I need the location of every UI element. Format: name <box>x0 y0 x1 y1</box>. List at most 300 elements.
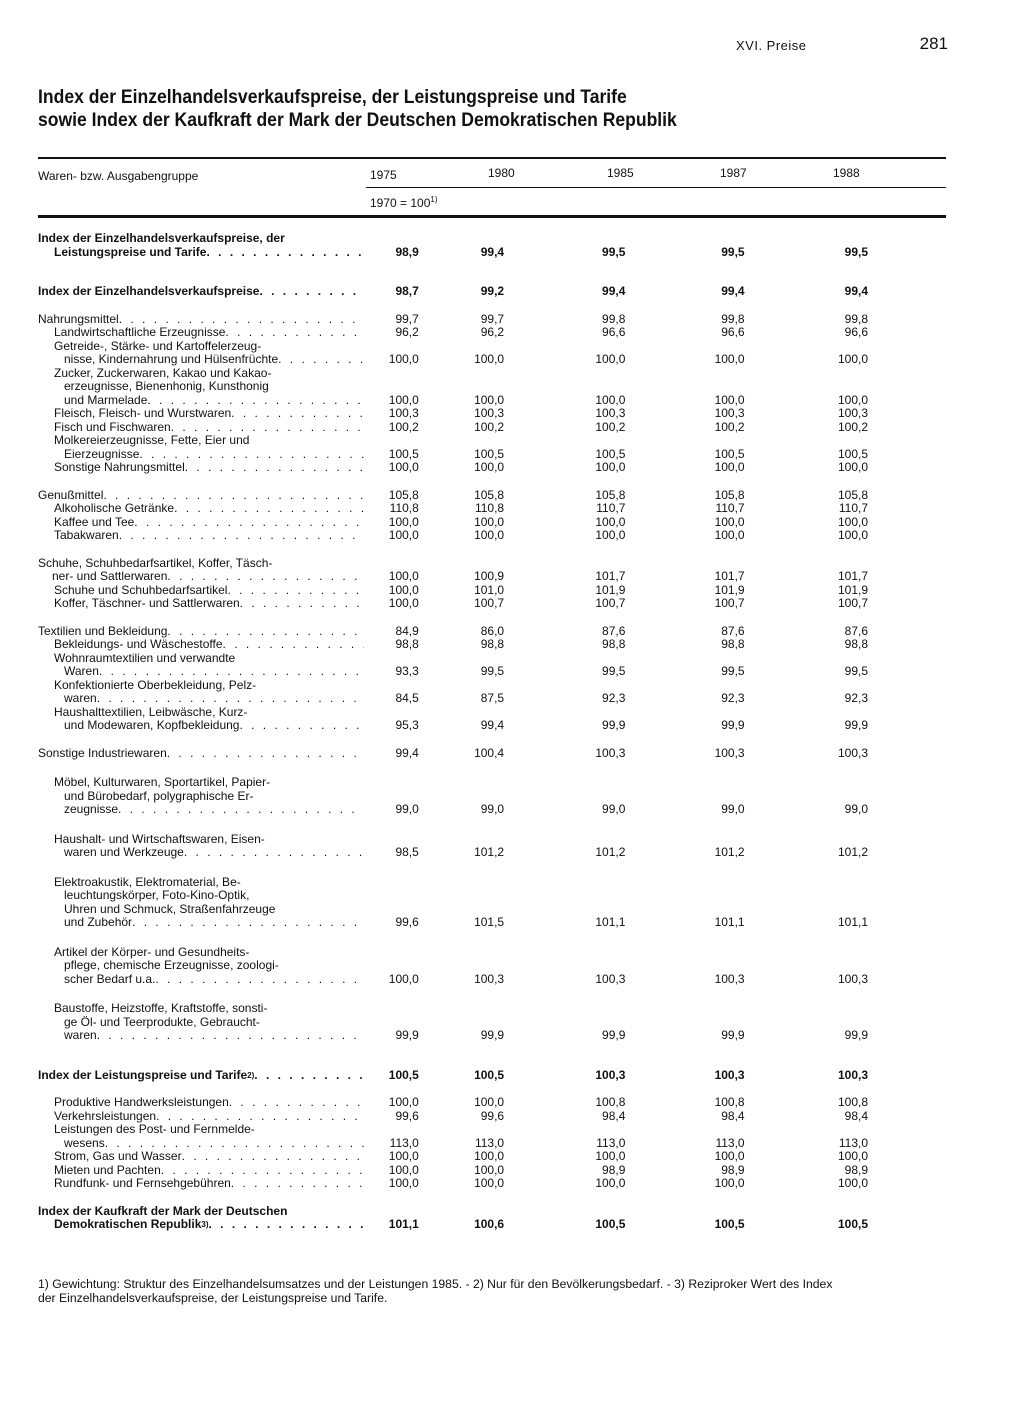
row-label-text: Haushalttextilien, Leibwäsche, Kurz- <box>54 705 248 719</box>
index-value: 105,8 <box>388 487 419 502</box>
leader-dots <box>119 313 365 327</box>
table-row <box>38 1164 908 1178</box>
index-value: 100,4 <box>474 745 505 760</box>
footnote-line: der Einzelhandelsverkaufspreise, der Leistungspreise und Tarife. <box>38 1291 388 1305</box>
index-value: 99,8 <box>844 311 868 326</box>
row-label <box>38 597 364 611</box>
table-row <box>38 1043 908 1083</box>
row-label-text: Möbel, Kulturwaren, Sportartikel, Papier- <box>54 776 271 789</box>
index-value: 100,5 <box>837 1217 868 1231</box>
index-value: 98,4 <box>844 1108 868 1123</box>
index-value: 100,0 <box>714 514 745 529</box>
index-value: 99,8 <box>721 311 745 326</box>
leader-dots <box>225 326 364 340</box>
leader-dots <box>118 803 364 817</box>
index-value: 100,0 <box>595 352 626 366</box>
section-label: XVI. Preise <box>736 38 807 53</box>
table-row <box>38 340 908 367</box>
index-value: 99,9 <box>721 1028 745 1042</box>
index-value: 105,8 <box>474 487 505 502</box>
index-value: 96,2 <box>395 325 419 339</box>
index-value: 99,0 <box>602 802 626 816</box>
page-title-line: Index der Einzelhandelsverkaufspreise, der Leistungspreise und Tarife <box>38 86 627 108</box>
index-value: 99,4 <box>844 284 868 298</box>
index-value: 98,4 <box>721 1108 745 1123</box>
index-value: 101,5 <box>474 915 505 929</box>
row-label <box>38 326 364 340</box>
index-value: 100,0 <box>595 528 626 542</box>
row-label-text: waren <box>64 692 97 705</box>
leader-dots <box>167 625 364 639</box>
index-value: 96,2 <box>480 325 505 339</box>
table-row <box>38 860 908 930</box>
row-label <box>38 475 364 503</box>
row-label <box>38 1043 364 1083</box>
index-value: 100,7 <box>714 596 745 610</box>
index-value: 100,9 <box>474 569 505 583</box>
base-note <box>370 195 438 210</box>
index-value: 100,0 <box>474 460 505 474</box>
row-label <box>38 760 364 817</box>
year-header: 1988 <box>833 166 860 180</box>
index-value: 99,4 <box>480 718 505 732</box>
index-value: 99,5 <box>721 664 745 678</box>
row-header: Waren- bzw. Ausgabengruppe <box>38 169 199 183</box>
index-value: 99,6 <box>480 1108 505 1123</box>
row-label-text: Leistungspreise und Tarife <box>54 245 207 259</box>
index-value: 99,5 <box>602 664 626 678</box>
index-value: 100,6 <box>474 1217 505 1231</box>
index-value: 101,7 <box>837 569 868 583</box>
index-value: 101,1 <box>714 915 745 929</box>
index-value: 101,2 <box>595 845 626 859</box>
index-value: 92,3 <box>844 691 868 705</box>
index-value: 100,0 <box>595 514 626 529</box>
index-value: 100,3 <box>837 745 868 760</box>
row-label <box>38 516 364 530</box>
index-value: 100,0 <box>474 1095 505 1109</box>
index-value: 96,6 <box>721 325 745 339</box>
index-value: 99,7 <box>480 311 505 326</box>
index-value: 100,2 <box>595 419 626 434</box>
index-value: 101,9 <box>837 582 868 597</box>
table-top-rule <box>38 157 946 159</box>
index-value: 100,0 <box>388 971 419 986</box>
table-row <box>38 516 908 530</box>
table-row <box>38 986 908 1043</box>
index-value: 113,0 <box>474 1135 505 1150</box>
footnote-ref: 2) <box>247 1070 255 1080</box>
index-value: 100,3 <box>595 1067 626 1082</box>
index-value: 92,3 <box>721 691 745 705</box>
index-value: 100,3 <box>474 971 505 986</box>
table-row <box>38 1110 908 1124</box>
base-note-text: 1970 = 100 <box>370 196 431 210</box>
index-value: 100,0 <box>714 352 745 366</box>
index-value: 100,0 <box>388 352 419 366</box>
row-label-text: Demokratischen Republik <box>54 1218 202 1231</box>
leader-dots <box>239 719 364 733</box>
index-value: 113,0 <box>715 1135 745 1150</box>
index-value: 98,8 <box>602 637 626 651</box>
table-row <box>38 652 908 679</box>
index-value: 101,1 <box>388 1217 419 1231</box>
row-label-text: und Modewaren, Kopfbekleidung <box>64 719 240 732</box>
index-value: 99,4 <box>395 745 419 760</box>
index-value: 100,0 <box>474 1176 505 1190</box>
index-value: 100,0 <box>837 1149 868 1163</box>
index-value: 99,9 <box>602 1028 626 1042</box>
index-value: 100,2 <box>474 419 505 434</box>
leader-dots <box>174 502 364 516</box>
index-value: 100,5 <box>595 1217 626 1231</box>
table-row <box>38 1123 908 1150</box>
index-value: 100,0 <box>388 1176 419 1190</box>
index-value: 100,5 <box>474 446 505 461</box>
table-row <box>38 475 908 503</box>
index-value: 100,0 <box>474 528 505 542</box>
row-label-text: Fisch und Fischwaren <box>54 420 171 434</box>
page-title-line: sowie Index der Kaufkraft der Mark der Deutschen Demokratischen Republik <box>38 109 677 131</box>
index-value: 101,9 <box>595 582 626 597</box>
index-value: 110,8 <box>474 501 505 515</box>
row-label <box>38 1150 364 1164</box>
index-value: 99,9 <box>602 718 626 732</box>
row-label-text: leuchtungskörper, Foto-Kino-Optik, <box>64 889 250 902</box>
index-value: 99,5 <box>721 244 745 259</box>
index-value: 100,0 <box>474 352 505 366</box>
index-value: 100,0 <box>837 392 868 407</box>
index-value: 100,0 <box>837 352 868 366</box>
index-value: 105,8 <box>714 487 745 502</box>
row-label-text: Koffer, Täschner- und Sattlerwaren <box>54 597 240 610</box>
row-label-text: Sonstige Industriewaren <box>38 746 167 760</box>
footnote-ref: 3) <box>201 1220 209 1229</box>
table-row <box>38 1082 908 1110</box>
table-row <box>38 461 908 475</box>
index-value: 100,8 <box>595 1095 626 1109</box>
index-value: 100,3 <box>714 406 745 420</box>
index-value: 113,0 <box>596 1135 626 1150</box>
row-label-text: Wohnraumtextilien und verwandte <box>54 651 236 665</box>
index-value: 98,5 <box>395 845 419 859</box>
table-row <box>38 679 908 706</box>
row-label <box>38 706 364 733</box>
index-value: 100,0 <box>595 460 626 474</box>
leader-dots <box>185 461 365 475</box>
index-value: 99,9 <box>721 718 745 732</box>
index-value: 100,5 <box>388 446 419 461</box>
row-label-text: Waren <box>64 665 99 678</box>
index-value: 100,3 <box>714 1067 745 1082</box>
leader-dots <box>161 1164 365 1178</box>
index-value: 101,7 <box>714 569 745 583</box>
index-value: 100,0 <box>388 582 419 597</box>
leader-dots <box>119 529 365 543</box>
table-row <box>38 733 908 761</box>
table-row <box>38 1191 908 1232</box>
row-label-text: zeugnisse <box>64 803 119 816</box>
row-label <box>38 733 364 761</box>
row-label-text: Zucker, Zuckerwaren, Kakao und Kakao- <box>54 366 272 380</box>
index-value: 113,0 <box>838 1135 868 1150</box>
row-label <box>38 860 364 930</box>
row-label-text: wesens <box>64 1136 105 1150</box>
row-label <box>38 259 364 299</box>
leader-dots <box>240 597 365 611</box>
row-label-text: und Marmelade <box>64 393 148 407</box>
leader-dots <box>259 285 364 299</box>
table-row <box>38 817 908 860</box>
index-value: 99,0 <box>395 802 419 816</box>
index-value: 100,0 <box>837 460 868 474</box>
index-value: 100,0 <box>388 460 419 474</box>
leader-dots <box>97 692 365 706</box>
row-label-text: Baustoffe, Heizstoffe, Kraftstoffe, sonsti- <box>54 1002 268 1015</box>
index-value: 100,3 <box>474 406 505 420</box>
leader-dots <box>209 1218 365 1232</box>
index-value: 100,0 <box>595 1176 626 1190</box>
leader-dots <box>231 407 364 421</box>
leader-dots <box>278 353 364 367</box>
index-value: 100,0 <box>714 528 745 542</box>
table-row <box>38 543 908 584</box>
leader-dots <box>254 1069 364 1083</box>
index-value: 101,0 <box>474 582 505 597</box>
index-value: 100,3 <box>837 406 868 420</box>
row-label-text: Haushalt- und Wirtschaftswaren, Eisen- <box>54 832 265 846</box>
index-value: 98,8 <box>844 637 868 651</box>
row-label-text: Fleisch, Fleisch- und Wurstwaren <box>54 407 232 420</box>
index-value: 100,7 <box>595 596 626 610</box>
index-value: 100,0 <box>388 392 419 407</box>
leader-dots <box>155 973 364 987</box>
leader-dots <box>231 1177 364 1191</box>
index-value: 100,0 <box>837 528 868 542</box>
table-row <box>38 367 908 408</box>
table-row <box>38 706 908 733</box>
index-value: 100,5 <box>595 446 626 461</box>
index-value: 100,2 <box>837 419 868 434</box>
index-value: 100,5 <box>837 446 868 461</box>
index-value: 100,5 <box>474 1067 505 1082</box>
table-row <box>38 611 908 639</box>
leader-dots <box>223 638 365 652</box>
row-label <box>38 986 364 1043</box>
index-value: 110,7 <box>596 501 626 515</box>
index-value: 100,0 <box>474 1149 505 1163</box>
leader-dots <box>156 1110 364 1124</box>
year-header: 1975 <box>370 168 397 182</box>
footnote-line: 1) Gewichtung: Struktur des Einzelhandelsumsatzes und der Leistungen 1985. - 2) Nur für den Bevölkerungsbedarf. - 3) Reziproker Wert des Index <box>38 1277 833 1291</box>
leader-dots <box>227 584 364 598</box>
row-label-text: scher Bedarf u.a. <box>64 972 156 986</box>
row-label-text: Landwirtschaftliche Erzeugnisse <box>54 326 226 339</box>
row-label <box>38 584 364 598</box>
row-label <box>38 232 364 259</box>
row-label <box>38 529 364 543</box>
footnotes <box>38 1277 958 1305</box>
row-label-text: Tabakwaren <box>54 529 119 542</box>
index-value: 100,8 <box>837 1095 868 1109</box>
row-label-text: ner- und Sattlerwaren <box>52 570 168 583</box>
index-value: 110,7 <box>838 501 868 515</box>
index-value: 98,9 <box>844 1162 868 1177</box>
index-value: 98,8 <box>480 637 505 651</box>
index-value: 100,2 <box>714 419 745 434</box>
year-header: 1987 <box>720 166 747 180</box>
index-value: 99,5 <box>844 244 868 259</box>
row-label-text: Index der Einzelhandelsverkaufspreise, der <box>38 232 285 245</box>
leader-dots <box>139 448 364 462</box>
index-value: 98,9 <box>602 1162 626 1177</box>
index-value: 100,0 <box>388 569 419 583</box>
row-label <box>38 1123 364 1150</box>
table-row <box>38 529 908 543</box>
index-value: 100,5 <box>714 1217 745 1231</box>
page-header <box>736 34 948 56</box>
index-value: 99,6 <box>395 915 419 929</box>
row-label-text: Sonstige Nahrungsmittel <box>54 461 185 474</box>
index-value: 101,2 <box>837 845 868 859</box>
leader-dots <box>184 846 364 860</box>
row-label <box>38 930 364 987</box>
index-value: 99,0 <box>721 802 745 816</box>
index-value: 98,9 <box>721 1162 745 1177</box>
index-value: 98,9 <box>395 244 419 259</box>
leader-dots <box>167 747 365 761</box>
index-value: 100,0 <box>595 1149 626 1163</box>
row-label-text: Verkehrsleistungen <box>54 1109 157 1123</box>
row-label-text: Schuhe, Schuhbedarfsartikel, Koffer, Täsch- <box>38 556 273 570</box>
row-label <box>38 611 364 639</box>
index-value: 98,8 <box>395 637 419 651</box>
leader-dots <box>97 1029 365 1043</box>
leader-dots <box>182 1150 365 1164</box>
index-value: 87,5 <box>480 691 505 705</box>
index-value: 101,2 <box>714 845 745 859</box>
index-value: 100,0 <box>714 392 745 407</box>
row-label-text: ge Öl- und Teerprodukte, Gebraucht- <box>64 1015 260 1029</box>
table-row <box>38 434 908 461</box>
index-value: 99,4 <box>721 284 745 298</box>
leader-dots <box>103 489 364 503</box>
index-value: 100,0 <box>388 1095 419 1109</box>
index-value: 99,8 <box>602 311 626 326</box>
row-label <box>38 817 364 860</box>
year-header: 1980 <box>488 166 515 180</box>
index-value: 100,3 <box>595 971 626 986</box>
table-row <box>38 407 908 421</box>
index-value: 96,6 <box>602 325 626 339</box>
row-label <box>38 652 364 679</box>
leader-dots <box>134 516 364 530</box>
table-head-rule <box>38 215 946 218</box>
row-label <box>38 434 364 461</box>
row-label-text: Elektroakustik, Elektromaterial, Be- <box>54 875 241 889</box>
row-label-text: erzeugnisse, Bienenhonig, Kunsthonig <box>64 380 269 393</box>
index-value: 98,7 <box>395 284 419 298</box>
row-label-text: waren <box>64 1029 97 1042</box>
row-label-text: und Bürobedarf, polygraphische Er- <box>64 789 254 803</box>
index-value: 100,0 <box>388 1149 419 1163</box>
index-value: 100,0 <box>388 1162 419 1177</box>
index-value: 105,8 <box>837 487 868 502</box>
index-value: 99,0 <box>480 802 505 816</box>
base-note-sup: 1) <box>430 195 438 204</box>
index-value: 100,5 <box>388 1067 419 1082</box>
leader-dots <box>147 394 364 408</box>
row-label <box>38 1110 364 1124</box>
index-value: 100,0 <box>837 514 868 529</box>
row-label-text: Konfektionierte Oberbekleidung, Pelz- <box>54 678 257 692</box>
index-value: 95,3 <box>395 718 419 732</box>
row-label-text: Nahrungsmittel <box>38 312 119 326</box>
index-value: 105,8 <box>595 487 626 502</box>
index-value: 99,0 <box>844 802 868 816</box>
table-row <box>38 502 908 516</box>
index-value: 100,8 <box>714 1095 745 1109</box>
index-value: 86,0 <box>480 623 505 638</box>
row-label-text: Genußmittel <box>38 488 104 502</box>
table-row <box>38 760 908 817</box>
row-label-text: Schuhe und Schuhbedarfsartikel <box>54 583 228 597</box>
row-label-text: Eierzeugnisse <box>64 447 140 461</box>
row-label-text: Kaffee und Tee <box>54 515 135 529</box>
row-label-text: pflege, chemische Erzeugnisse, zoologi- <box>64 959 279 972</box>
index-value: 100,3 <box>837 1067 868 1082</box>
row-label <box>38 340 364 367</box>
row-label <box>38 1082 364 1110</box>
index-value: 99,2 <box>480 284 505 298</box>
index-value: 93,3 <box>395 664 419 678</box>
index-value: 100,0 <box>714 1149 745 1163</box>
row-label <box>38 407 364 421</box>
row-label <box>38 543 364 584</box>
index-value: 100,3 <box>595 406 626 420</box>
index-value: 113,0 <box>389 1135 419 1150</box>
table-row <box>38 421 908 435</box>
index-value: 87,6 <box>721 623 745 638</box>
row-label-text: Artikel der Körper- und Gesundheits- <box>54 945 250 959</box>
index-value: 92,3 <box>602 691 626 705</box>
row-label <box>38 679 364 706</box>
row-label <box>38 1191 364 1232</box>
index-value: 100,0 <box>474 392 505 407</box>
table-row <box>38 299 908 327</box>
table-row <box>38 259 908 299</box>
index-value: 101,7 <box>595 569 626 583</box>
index-value: 98,4 <box>602 1108 626 1123</box>
index-value: 99,9 <box>480 1028 505 1042</box>
index-value: 100,0 <box>388 514 419 529</box>
index-value: 101,9 <box>714 582 745 597</box>
index-value: 99,6 <box>395 1108 419 1123</box>
row-label-text: Alkoholische Getränke <box>54 502 175 515</box>
row-label-text: Molkereierzeugnisse, Fette, Eier und <box>54 434 250 447</box>
index-value: 101,1 <box>837 915 868 929</box>
row-label-text: Produktive Handwerksleistungen <box>54 1096 229 1109</box>
table-row <box>38 584 908 598</box>
header-divider <box>366 187 946 188</box>
index-value: 99,5 <box>480 664 505 678</box>
leader-dots <box>229 1096 364 1110</box>
index-value: 100,7 <box>474 596 505 610</box>
row-label-text: Index der Einzelhandelsverkaufspreise <box>38 285 260 298</box>
table-row <box>38 326 908 340</box>
index-value: 96,6 <box>844 325 868 339</box>
page-number: 281 <box>919 34 948 53</box>
